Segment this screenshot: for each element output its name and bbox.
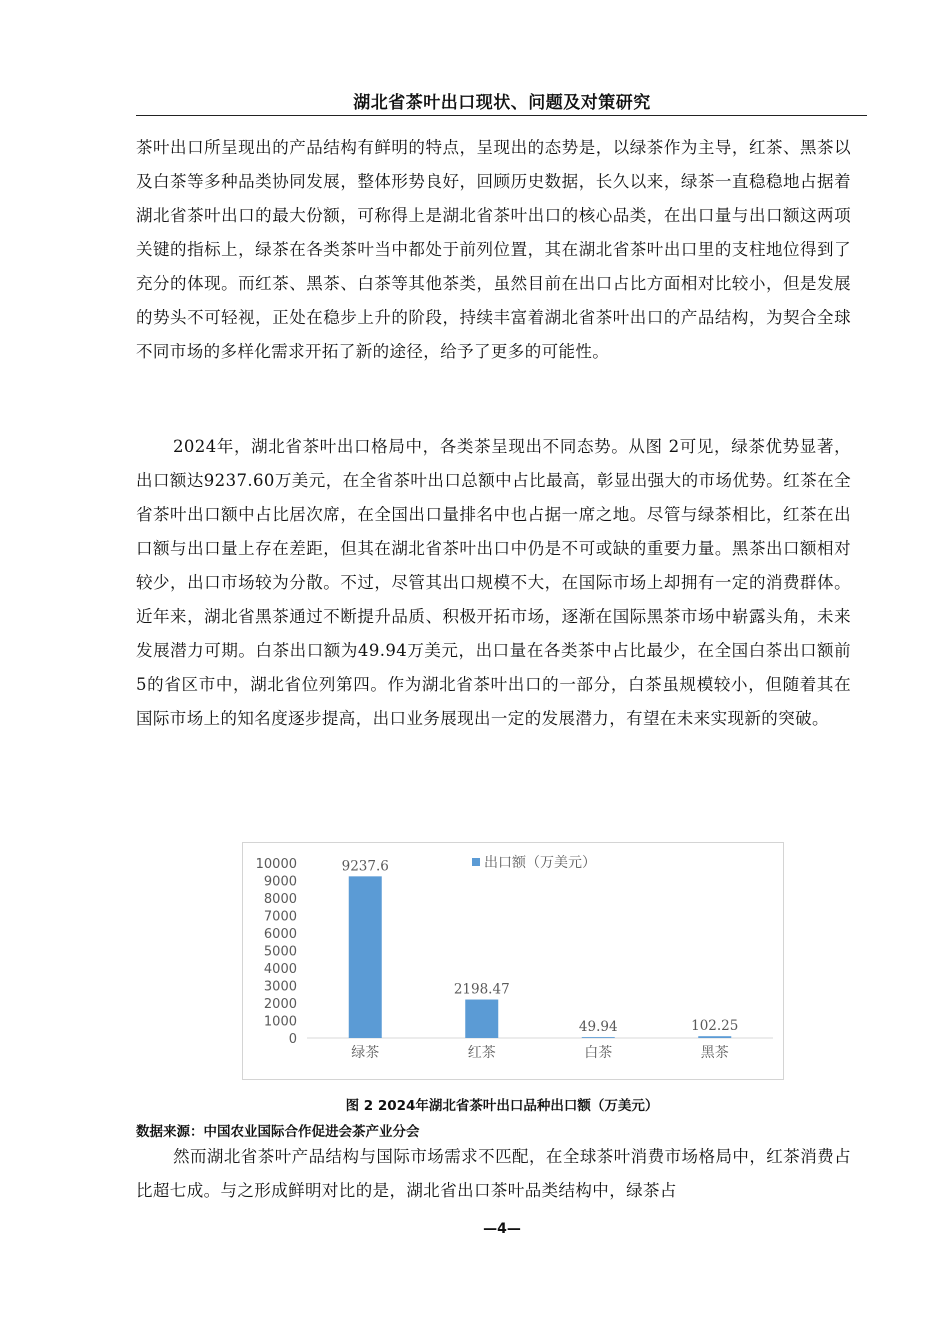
y-tick-label: 5000 [263, 944, 297, 960]
figure-caption: 图 2 2024年湖北省茶叶出口品种出口额（万美元） [345, 1098, 659, 1114]
y-tick-label: 10000 [255, 857, 297, 872]
y-tick-label: 0 [288, 1032, 297, 1047]
y-tick-label: 1000 [263, 1014, 297, 1030]
figure-2-chart [242, 842, 784, 1080]
running-header: 湖北省茶叶出口现状、问题及对策研究 [353, 93, 651, 113]
y-tick-label: 8000 [263, 892, 297, 907]
x-category-label: 黑茶 [700, 1045, 729, 1061]
body-paragraph-3: 然而湖北省茶叶产品结构与国际市场需求不匹配，在全球茶叶消费市场格局中，红茶消费占比超七成。与之形成鲜明对比的是，湖北省出口茶叶品类结构中，绿茶占 [136, 1147, 851, 1200]
body-paragraph-1: 茶叶出口所呈现出的产品结构有鲜明的特点，呈现出的态势是，以绿茶作为主导，红茶、黑茶以及白茶等多种品类协同发展，整体形势良好，回顾历史数据，长久以来，绿茶一直稳稳地占据着湖北省茶叶出口的最大份额，可称得上是湖北省茶叶出口的核心品类，在出口量与出口额这两项关键的指标上，绿茶在各类茶叶当中都处于前列位置，其在湖北省茶叶出口里的支柱地位得到了充分的体现。而红茶、黑茶、白茶等其他茶类，虽然目前在出口占比方面相对比较小，但是发展的势头不可轻视，正处在稳步上升的阶段，持续丰富着湖北省茶叶出口的产品结构，为契合全球不同市场的多样化需求开拓了新的途径，给予了更多的可能性。 [136, 138, 851, 361]
y-tick-label: 2000 [263, 997, 297, 1012]
page-number: —4— [483, 1221, 521, 1237]
data-label: 49.94 [578, 1019, 618, 1036]
data-label: 2198.47 [453, 981, 510, 998]
bar-1 [349, 876, 382, 1038]
y-tick-label: 3000 [263, 979, 297, 995]
x-category-label: 白茶 [584, 1045, 613, 1061]
x-category-label: 绿茶 [351, 1045, 380, 1061]
data-source-note: 数据来源：中国农业国际合作促进会茶产业分会 [136, 1124, 420, 1140]
x-category-label: 红茶 [467, 1045, 496, 1061]
bar-2 [465, 1000, 498, 1038]
body-paragraph-2: 2024年，湖北省茶叶出口格局中，各类茶呈现出不同态势。从图 2可见，绿茶优势显著，出口额达9237.60万美元，在全省茶叶出口总额中占比最高，彰显出强大的市场优势。红茶在全省茶叶出口额中占比居次席，在全国出口量排名中也占据一席之地。尽管与绿茶相比，红茶在出口额与出口量上存在差距，但其在湖北省茶叶出口中仍是不可或缺的重要力量。黑茶出口额相对较少，出口市场较为分散。不过，尽管其出口规模不大，在国际市场上却拥有一定的消费群体。近年来，湖北省黑茶通过不断提升品质、积极开拓市场，逐渐在国际黑茶市场中崭露头角，未来发展潜力可期。白茶出口额为49.94万美元，出口量在各类茶中占比最少，在全国白茶出口额前5的省区市中，湖北省位列第四。作为湖北省茶叶出口的一部分，白茶虽规模较小，但随着其在国际市场上的知名度逐步提高，出口业务展现出一定的发展潜力，有望在未来实现新的突破。 [136, 437, 851, 728]
bar-chart-svg [243, 843, 785, 1081]
data-label: 9237.6 [341, 858, 389, 875]
y-tick-label: 4000 [263, 962, 297, 977]
y-tick-label: 9000 [263, 874, 297, 890]
legend-label: 出口额（万美元） [484, 855, 596, 871]
y-tick-label: 7000 [263, 909, 297, 925]
legend-swatch [472, 858, 480, 866]
header-rule [136, 115, 867, 116]
bar-3 [582, 1037, 615, 1038]
bar-4 [698, 1036, 731, 1038]
data-label: 102.25 [691, 1018, 739, 1035]
y-tick-label: 6000 [263, 927, 297, 942]
